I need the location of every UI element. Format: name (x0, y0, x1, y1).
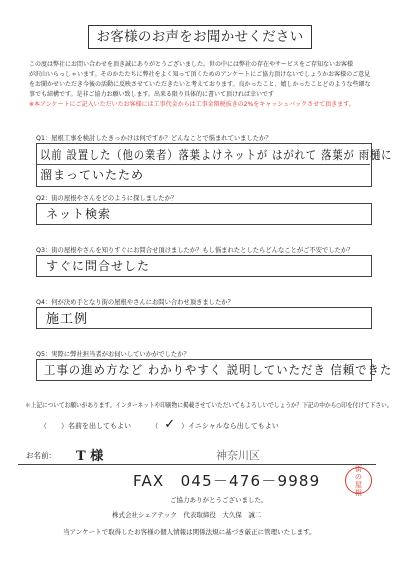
intro-line: 事でも結構です。是非ご協力お願い致します。出来る限り具体的に書いて頂ければ幸いです (29, 91, 275, 98)
customer-name-row (18, 444, 376, 465)
answer-1-line-2: 溜まっていたため (40, 168, 145, 182)
answer-4-line-1: 施工例 (46, 312, 89, 327)
survey-title: お客様のお声をお聞かせください (88, 25, 312, 49)
campaign-notice: ※本アンケートにご記入いただいたお客様には工事代金からは工事金額税抜きの2%をキャッシュバックさせて頂きます。 (29, 101, 355, 108)
intro-text (29, 60, 375, 110)
answer-2-line-1: ネット検索 (46, 207, 112, 221)
customer-name: T 様 (76, 449, 104, 464)
privacy-notice: 当アンケートで取得したお客様の個人情報は関係法規に基づき厳正に管理いたします。 (63, 528, 316, 536)
answer-1-rule (36, 164, 370, 165)
question-4-label: Q4：何が決め手となり街の屋根やさんにお問い合わせ頂きましたか？ (36, 299, 234, 306)
company-seal-stamp (345, 464, 372, 497)
customer-area: 神奈川区 (216, 449, 260, 462)
intro-line: をお聞かせいただき今後の活動に反映させていただきたいと考えております。良かったこと、嬉しかったことどのような些細な (29, 81, 371, 88)
stamp-text: 街の屋根 (355, 464, 362, 497)
question-1-label: Q1：屋根工事を検討したきっかけは何ですか？どんなことで悩まれていましたか？ (36, 135, 272, 142)
answer-3-line-1: すぐに問合せした (46, 259, 151, 273)
thanks-text: ご協力ありがとうございました。 (170, 496, 268, 504)
answer-1-line-1: 以前 設置した（他の業者）落葉よけネットが はがれて 落葉が 雨樋に (40, 148, 393, 162)
consent-option-name[interactable]: （ ）名前を出してもよい (40, 422, 131, 430)
paren-open: （ (151, 422, 159, 430)
question-3-label: Q3：街の屋根やさんを知りすぐにお問合せ頂けましたか？もし悩まれたとしたらどんなことがご不安でしたか？ (36, 247, 354, 254)
fax-number: FAX 045－476－9989 (133, 472, 321, 490)
check-mark-icon: ✓ (164, 417, 176, 432)
consent-question: ＊上記についてお願いがあります。インターネットや印刷物に掲載させていただいてもよろしいでしょうか？下記の中から○印を付けて下さい。 (25, 402, 393, 409)
intro-line: が沢山いらっしゃいます。そのかたたちに弊社をよく知って頂くためのアンケートにご協力頂けないでしょうかお客様のご意見 (29, 71, 371, 78)
question-5-label: Q5：実際に弊社担当者がお伺いしていかがでしたか？ (36, 351, 190, 358)
consent-option-initial-label: ）イニシャルなら出してもよい (181, 422, 279, 430)
question-2-label: Q2：街の屋根やさんをどのように探しましたか？ (36, 195, 178, 202)
company-info: 株式会社シェアテック 代表取締役 大久保 誠二 (112, 511, 262, 519)
name-label: お名前： (26, 451, 56, 460)
answer-5-line-1: 工事の進め方など わかりやすく 説明していただき 信頼できた (44, 363, 393, 377)
consent-option-initial[interactable] (151, 417, 279, 432)
intro-line: この度は弊社にお問い合わせを頂き誠にありがとうございました。世の中には弊社の存在やサービスをご存知ないお客様 (29, 61, 354, 68)
consent-options (40, 417, 297, 432)
